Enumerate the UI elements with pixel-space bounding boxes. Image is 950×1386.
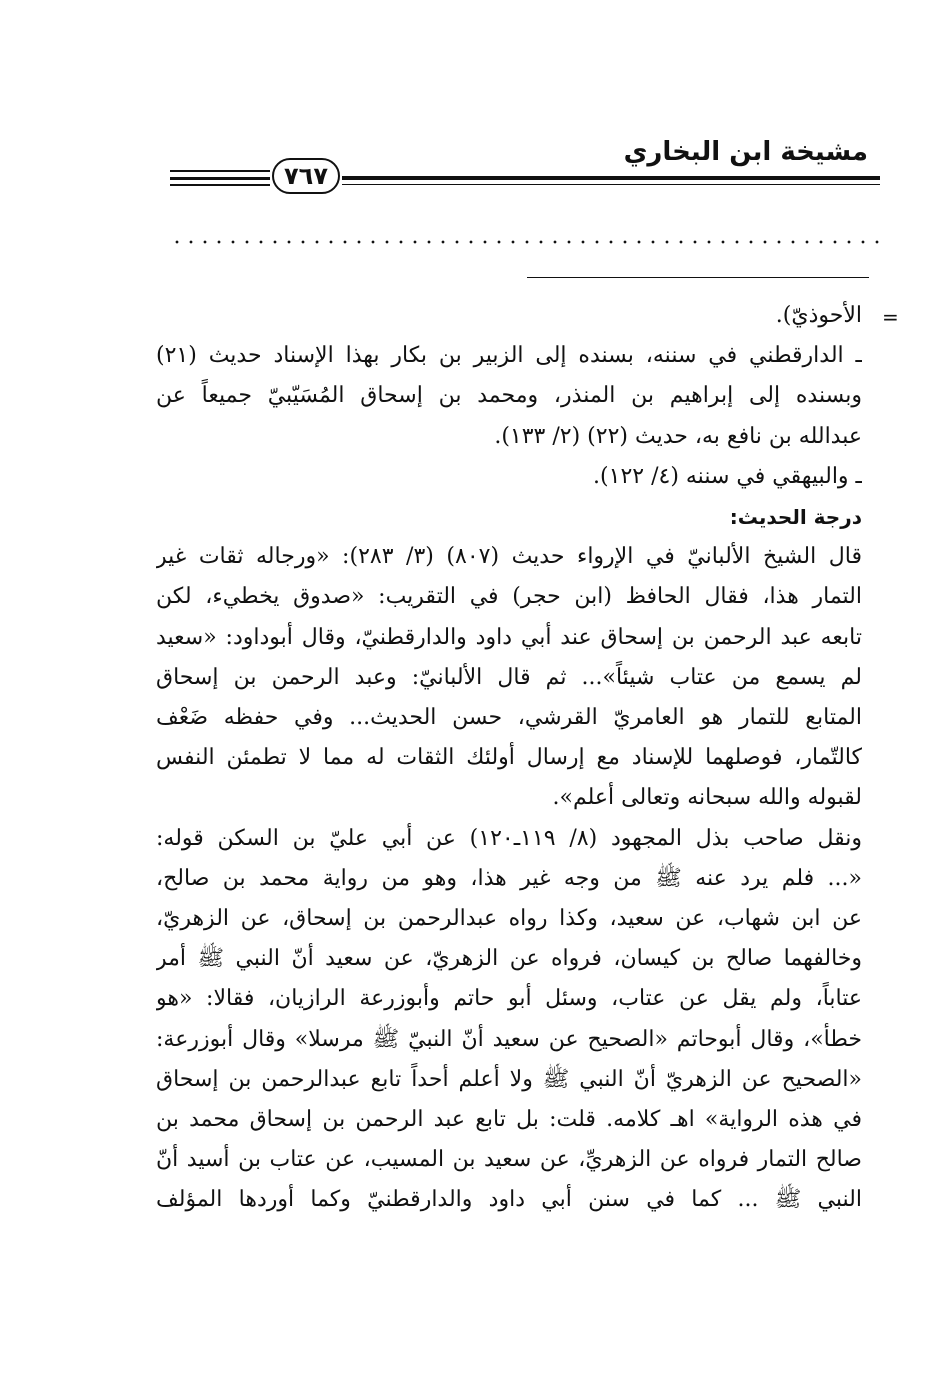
text-line: كالتّمار، فوصلهما للإسناد مع إرسال أولئك الثقات له مما لا تطمئن النفس xyxy=(156,745,862,771)
text-line: الأحوذيّ). xyxy=(775,303,862,328)
page-number-badge: ٧٦٧ xyxy=(272,158,340,194)
text-line: عن ابن شهاب، عن سعيد، وكذا رواه عبدالرحمن بن إسحاق، عن الزهريّ، xyxy=(156,906,862,932)
text-line: قال الشيخ الألبانيّ في الإرواء حديث (٨٠٧) (٣/ ٢٨٣): «ورجاله ثقات غير xyxy=(156,544,862,570)
text-line: ـ الدارقطني في سننه، بسنده إلى الزبير بن بكار بهذا الإسناد حديث (٢١) xyxy=(156,343,862,369)
continuation-mark: = xyxy=(882,305,899,329)
footnote-separator-rule xyxy=(527,277,869,278)
header-left-rule-top xyxy=(170,170,270,172)
text-line: خطأ»، وقال أبوحاتم «الصحيح عن سعيد أنّ النبيّ ﷺ مرسلا» وقال أبوزرعة: xyxy=(156,1026,862,1052)
text-line: ونقل صاحب بذل المجهود (٨/ ١١٩ـ١٢٠) عن أبي عليّ بن السكن قوله: xyxy=(156,825,862,851)
text-line: عتاباً، ولم يقل عن عتاب، وسئل أبو حاتم وأبوزرعة الرازيان، فقالا: «هو xyxy=(156,986,862,1012)
text-line: التمار هذا، فقال الحافظ (ابن حجر) في التقريب: «صدوق يخطيء، لكن xyxy=(156,584,862,610)
dotted-separator xyxy=(170,240,880,244)
text-line: لقبوله والله سبحانه وتعالى أعلم». xyxy=(552,785,862,811)
text-line: ـ والبيهقي في سننه (٤/ ١٢٢). xyxy=(593,463,862,489)
text-line: «... فلم يرد عنه ﷺ من وجه غير هذا، وهو من رواية محمد بن صالح، xyxy=(156,865,862,891)
header-left-rule-bottom xyxy=(170,184,270,186)
text-line: وبسنده إلى إبراهيم بن المنذر، ومحمد بن إسحاق المُسَيّبيّ جميعاً عن xyxy=(156,383,862,409)
footnote-body xyxy=(156,296,862,1221)
text-line: تابعه عبد الرحمن بن إسحاق عند أبي داود والدارقطنيّ، وقال أبوداود: «سعيد xyxy=(156,624,862,650)
text-line: وخالفهما صالح بن كيسان، فرواه عن الزهريّ، عن سعيد أنّ النبي ﷺ أمر xyxy=(156,946,862,972)
header-left-rule-middle xyxy=(170,177,270,180)
text-line: صالح التمار فرواه عن الزهريِّ، عن سعيد بن المسيب، عن عتاب بن أسيد أنّ xyxy=(156,1147,862,1173)
header-rule-thin xyxy=(342,184,880,185)
text-line: في هذه الرواية» اهـ كلامه. قلت: بل تابع عبد الرحمن بن إسحاق محمد بن xyxy=(156,1107,862,1133)
text-line: المتابع للتمار هو العامريّ القرشي، حسن الحديث... وفي حفظه ضَعْف xyxy=(156,705,862,731)
header-rule-thick xyxy=(342,176,880,180)
text-line: لم يسمع من عتاب شيئاً»... ثم قال الألبانيّ: وعبد الرحمن بن إسحاق xyxy=(156,664,862,690)
text-line: «الصحيح عن الزهريّ أنّ النبي ﷺ ولا أعلم أحداً تابع عبدالرحمن بن إسحاق xyxy=(156,1066,862,1092)
text-line: النبي ﷺ ... كما في سنن أبي داود والدارقطنيّ وكما أوردها المؤلف xyxy=(156,1187,862,1213)
section-heading: درجة الحديث: xyxy=(729,505,862,530)
text-line: عبدالله بن نافع به، حديث (٢٢) (٢/ ١٣٣). xyxy=(494,423,862,449)
page-header-title: مشيخة ابن البخاري xyxy=(623,137,868,167)
